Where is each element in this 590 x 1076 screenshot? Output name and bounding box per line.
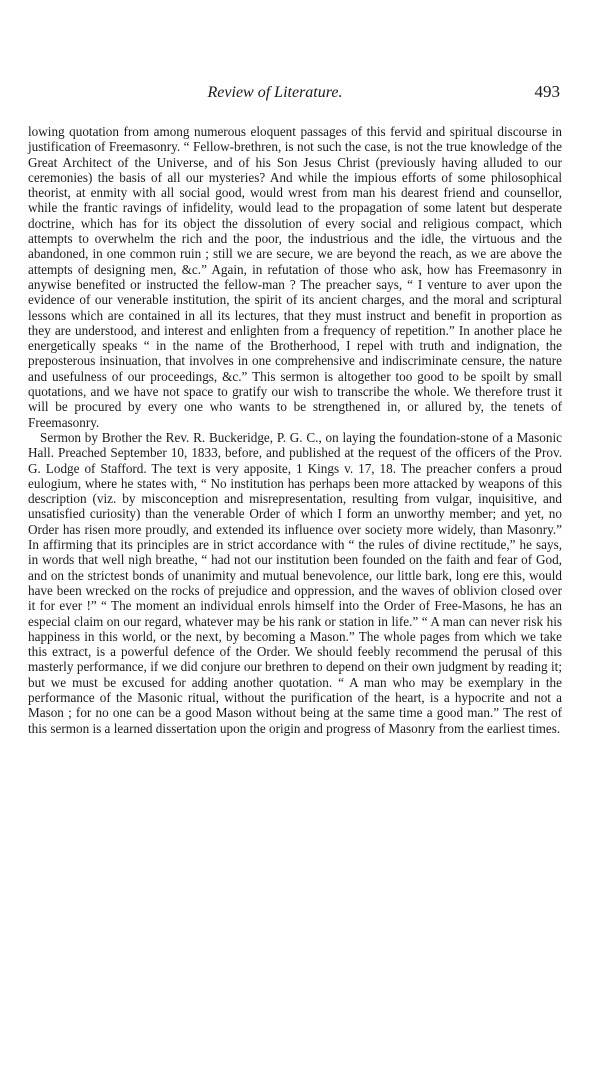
running-header <box>28 80 562 106</box>
page-number: 493 <box>534 82 560 101</box>
paragraph-buckeridge-sermon: Sermon by Brother the Rev. R. Buckeridge, P. G. C., on laying the foundation-stone of a Masonic Hall. Preached September 10, 1833, before, and published at the request of the officers of the Prov. G. Lodge of Stafford. The text is very apposite, 1 Kings v. 17, 18. The preacher confers a proud eulogium, where he states with, “ No institution has perhaps been more attacked by weapons of this description (viz. by misconception and misrepresentation, resulting from vulgar, inquisitive, and unsatisfied curiosity) than the venerable Order of which I form an unworthy member; and yet, no Order has risen more proudly, and extended its influence over society more widely, than Masonry.” In affirming that its principles are in strict accordance with “ the rules of divine rectitude,” he says, in words that well nigh breathe, “ had not our institution been founded on the faith and fear of God, and on the strictest bonds of unanimity and mutual benevolence, our little bark, long ere this, would have been wrecked on the rocks of prejudice and oppression, and the waves of oblivion closed over it for ever !” “ The moment an individual enrols himself into the Order of Free-Masons, he has an especial claim on our regard, whatever may be his rank or station in life.” “ A man can never risk his happiness in this world, or the next, by becoming a Mason.” The whole pages from which we take this extract, is a powerful defence of the Order. We should feebly recommend the perusal of this masterly performance, if we did conjure our brethren to depend on their own judgment by reading it; but we must be excused for adding another quotation. “ A man who may be exemplary in the performance of the Masonic ritual, without the purification of the heart, is a hypocrite and not a Mason ; for no one can be a good Mason without being at the same time a good man.” The rest of this sermon is a learned dissertation upon the origin and progress of Masonry from the earliest times. <box>28 429 562 736</box>
running-title: Review of Literature. <box>207 84 343 101</box>
body-text <box>28 124 562 736</box>
paragraph-continuation: lowing quotation from among numerous eloquent passages of this fervid and spiritual discourse in justification of Freemasonry. “ Fellow-brethren, is not such the case, is not the true knowledge of the Great Architect of the Universe, and of his Son Jesus Christ (previously having alluded to our ceremonies) the basis of all our mysteries? And while the impious efforts of some philosophical theorist, at enmity with all social good, would wrest from man his dearest friend and counsellor, while the frantic ravings of infidelity, would lead to the propagation of some latent but desperate doctrine, which has for its object the dissolution of every social and religious compact, which attempts to overwhelm the rich and the poor, the industrious and the idle, the virtuous and the abandoned, in one common ruin ; still we are secure, we are beyond the reach, as we are above the attempts of designing men, &c.” Again, in refutation of those who ask, how has Freemasonry in anywise benefited or instructed the fellow-man ? The preacher says, “ I venture to aver upon the evidence of our venerable institution, the spirit of its ancient charges, and the moral and scriptural lessons which are contained in all its lectures, that they must instruct and benefit in proportion as they are understood, and interest and enlighten from a frequency of repetition.” In another place he energetically speaks “ in the name of the Brotherhood, I repel with truth and indignation, the preposterous insinuation, that involves in one comprehensive and indiscriminate censure, the nature and usefulness of our proceedings, &c.” This sermon is altogether too good to be spoilt by small quotations, and we have not space to gratify our wish to transcribe the whole. We therefore trust it will be procured by every one who wants to be strengthened in, or allured by, the tenets of Freemasonry. <box>28 124 562 430</box>
